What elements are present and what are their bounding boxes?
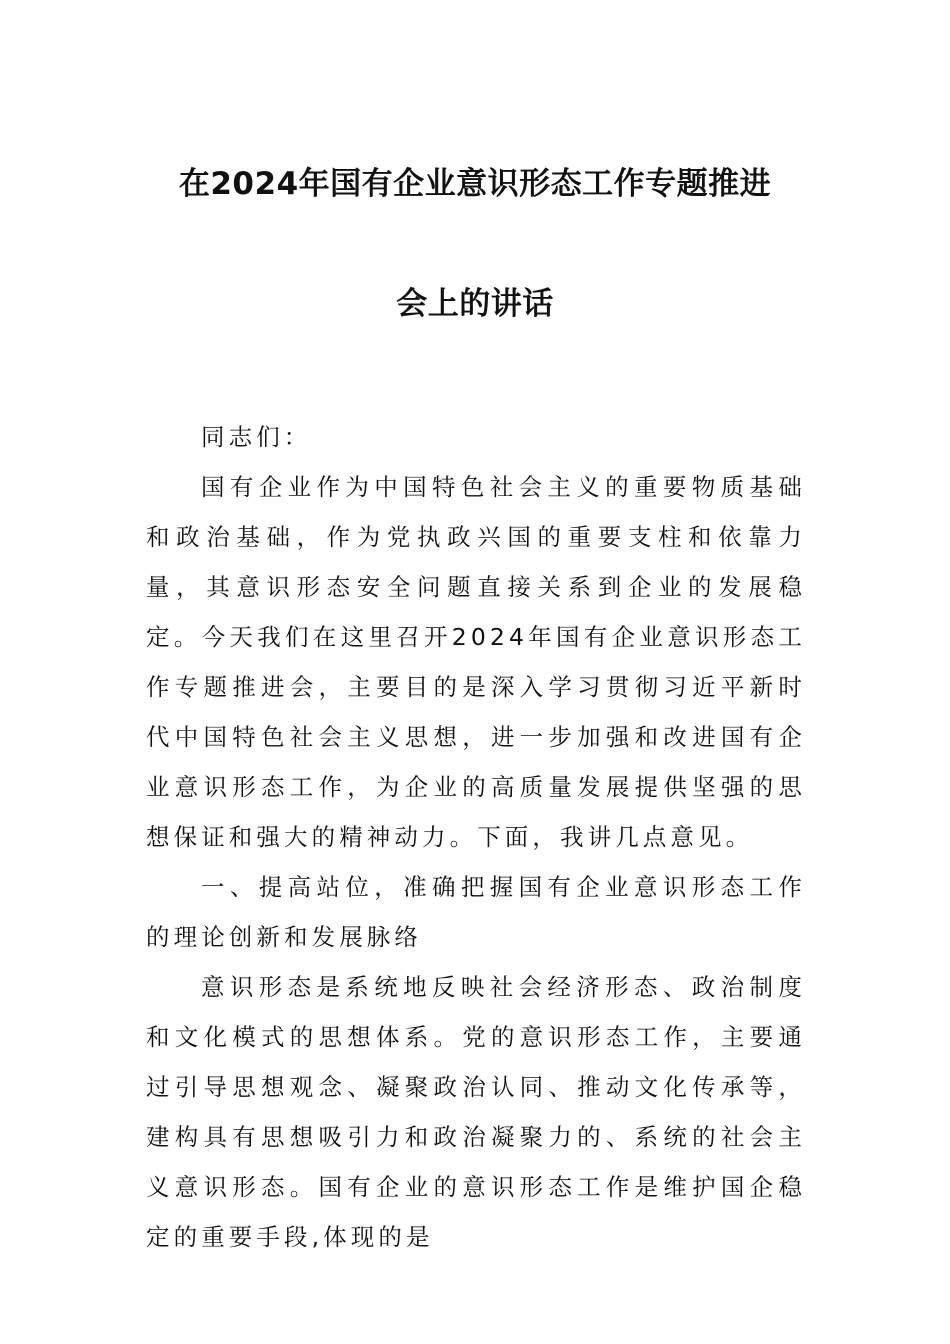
- document-title-line-2: 会上的讲话: [396, 286, 554, 322]
- document-body: [146, 412, 806, 1262]
- intro-paragraph: 国有企业作为中国特色社会主义的重要物质基础和政治基础，作为党执政兴国的重要支柱和依靠力量，其意识形态安全问题直接关系到企业的发展稳定。今天我们在这里召开2024年国有企业意识形态工作专题推进会，主要目的是深入学习贯彻习近平新时代中国特色社会主义思想，进一步加强和改进国有企业意识形态工作，为企业的高质量发展提供坚强的思想保证和强大的精神动力。下面，我讲几点意见。: [146, 473, 806, 851]
- section-heading-1: 一、提高站位，准确把握国有企业意识形态工作的理论创新和发展脉络: [146, 873, 806, 951]
- body-paragraph: 意识形态是系统地反映社会经济形态、政治制度和文化模式的思想体系。党的意识形态工作，主要通过引导思想观念、凝聚政治认同、推动文化传承等，建构具有思想吸引力和政治凝聚力的、系统的社会主义意识形态。国有企业的意识形态工作是维护国企稳定的重要手段,体现的是: [146, 973, 806, 1251]
- document-title-line-1: 在2024年国有企业意识形态工作专题推进: [178, 166, 772, 202]
- salutation-paragraph: 同志们：: [201, 423, 312, 451]
